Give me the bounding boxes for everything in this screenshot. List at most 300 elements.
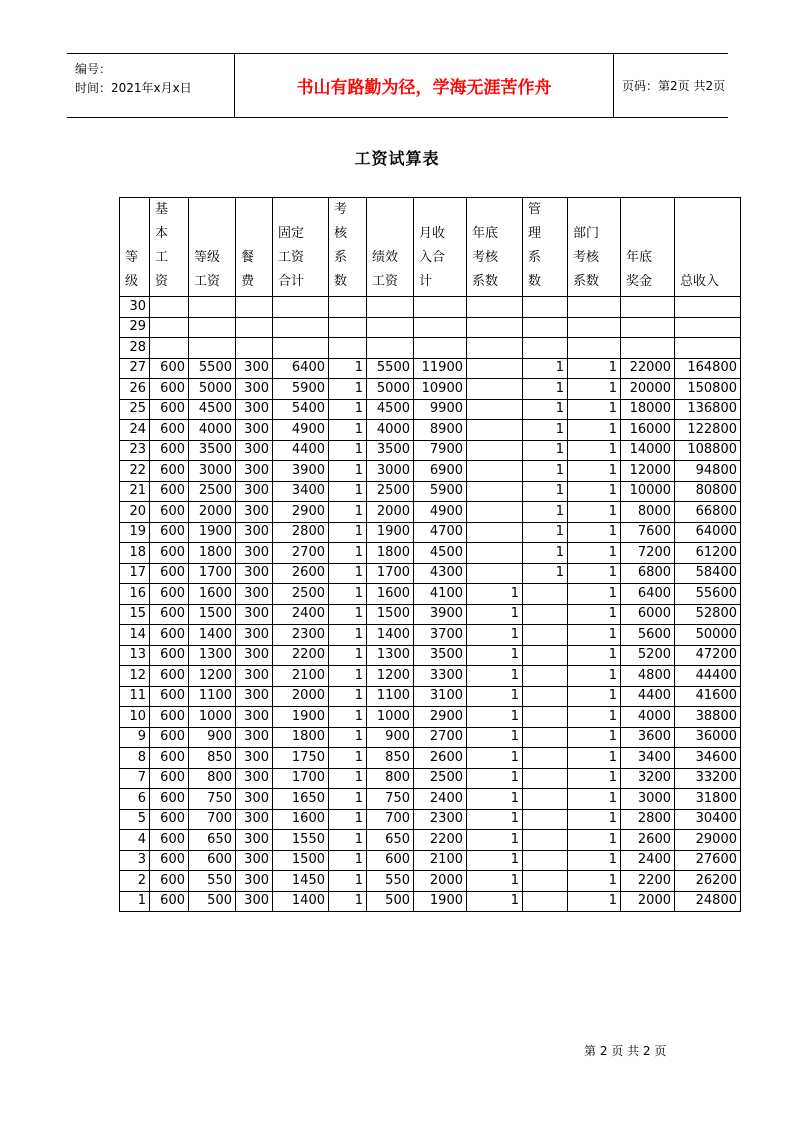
table-cell: 1 — [568, 604, 621, 625]
table-cell: 2900 — [414, 707, 467, 728]
table-cell: 58400 — [675, 563, 741, 584]
table-cell: 3900 — [273, 461, 329, 482]
table-cell: 2500 — [273, 584, 329, 605]
grade-cell: 2 — [120, 871, 150, 892]
grade-cell: 9 — [120, 727, 150, 748]
table-cell: 1 — [467, 789, 523, 810]
table-cell: 1 — [329, 850, 367, 871]
table-cell — [523, 625, 568, 646]
table-cell: 3500 — [367, 440, 414, 461]
table-cell: 2800 — [621, 809, 675, 830]
table-cell: 2500 — [367, 481, 414, 502]
table-cell — [523, 830, 568, 851]
table-cell: 18000 — [621, 399, 675, 420]
table-row — [120, 891, 741, 912]
table-cell: 1 — [467, 850, 523, 871]
table-row — [120, 420, 741, 441]
table-cell: 600 — [150, 522, 189, 543]
table-cell: 1 — [329, 891, 367, 912]
table-cell — [414, 317, 467, 338]
table-cell: 600 — [150, 399, 189, 420]
code-label: 编号： — [75, 62, 112, 76]
table-cell — [568, 317, 621, 338]
table-cell: 3900 — [414, 604, 467, 625]
table-cell: 164800 — [675, 358, 741, 379]
grade-cell: 8 — [120, 748, 150, 769]
table-cell — [523, 768, 568, 789]
table-cell: 1 — [329, 666, 367, 687]
grade-cell: 23 — [120, 440, 150, 461]
table-cell — [414, 338, 467, 359]
table-cell — [523, 748, 568, 769]
table-cell: 1450 — [273, 871, 329, 892]
table-cell: 3200 — [621, 768, 675, 789]
table-cell: 300 — [236, 420, 273, 441]
table-cell: 24800 — [675, 891, 741, 912]
table-cell: 6400 — [273, 358, 329, 379]
table-cell: 1 — [568, 379, 621, 400]
table-cell: 1 — [329, 830, 367, 851]
table-cell: 1 — [568, 563, 621, 584]
table-cell: 1 — [329, 358, 367, 379]
table-cell: 1 — [467, 830, 523, 851]
table-cell — [329, 297, 367, 318]
grade-cell: 17 — [120, 563, 150, 584]
table-cell: 3400 — [273, 481, 329, 502]
table-cell: 500 — [367, 891, 414, 912]
table-row — [120, 584, 741, 605]
table-row — [120, 297, 741, 318]
table-row — [120, 338, 741, 359]
table-cell: 4400 — [273, 440, 329, 461]
table-cell: 1 — [329, 768, 367, 789]
grade-cell: 12 — [120, 666, 150, 687]
grade-cell: 5 — [120, 809, 150, 830]
table-cell: 1 — [329, 748, 367, 769]
table-cell: 1600 — [367, 584, 414, 605]
table-cell: 2400 — [273, 604, 329, 625]
table-row — [120, 768, 741, 789]
table-cell: 122800 — [675, 420, 741, 441]
table-cell: 4300 — [414, 563, 467, 584]
table-cell — [329, 317, 367, 338]
table-cell — [189, 297, 236, 318]
table-cell: 16000 — [621, 420, 675, 441]
table-cell — [523, 871, 568, 892]
table-cell: 1 — [467, 707, 523, 728]
table-cell — [467, 297, 523, 318]
table-cell: 300 — [236, 768, 273, 789]
table-cell: 1400 — [273, 891, 329, 912]
table-cell: 1 — [329, 809, 367, 830]
table-cell: 1 — [523, 461, 568, 482]
table-cell: 1900 — [273, 707, 329, 728]
table-cell — [189, 317, 236, 338]
table-cell: 3500 — [189, 440, 236, 461]
table-cell: 10900 — [414, 379, 467, 400]
table-cell: 800 — [189, 768, 236, 789]
table-cell: 700 — [367, 809, 414, 830]
column-header: 管 理 系 数 — [523, 198, 568, 297]
table-cell: 2400 — [621, 850, 675, 871]
table-row — [120, 481, 741, 502]
table-cell — [329, 338, 367, 359]
table-cell: 1 — [568, 768, 621, 789]
table-cell: 1 — [568, 789, 621, 810]
table-cell: 300 — [236, 871, 273, 892]
table-cell: 2600 — [414, 748, 467, 769]
table-cell: 750 — [189, 789, 236, 810]
table-cell: 5900 — [273, 379, 329, 400]
table-cell: 1500 — [273, 850, 329, 871]
table-cell: 600 — [150, 727, 189, 748]
grade-cell: 16 — [120, 584, 150, 605]
table-cell — [467, 522, 523, 543]
table-cell: 600 — [150, 871, 189, 892]
table-cell: 1550 — [273, 830, 329, 851]
table-cell — [675, 338, 741, 359]
table-cell: 31800 — [675, 789, 741, 810]
table-cell: 1 — [568, 809, 621, 830]
table-cell: 1 — [467, 871, 523, 892]
table-cell: 1 — [523, 481, 568, 502]
table-row — [120, 686, 741, 707]
table-cell — [367, 338, 414, 359]
table-row — [120, 604, 741, 625]
table-cell: 108800 — [675, 440, 741, 461]
table-cell: 300 — [236, 707, 273, 728]
table-cell: 2000 — [367, 502, 414, 523]
table-cell — [273, 338, 329, 359]
column-header: 总收入 — [675, 198, 741, 297]
table-cell: 1 — [329, 461, 367, 482]
table-cell — [467, 502, 523, 523]
table-cell: 1 — [523, 543, 568, 564]
table-cell: 1 — [329, 584, 367, 605]
table-cell: 3700 — [414, 625, 467, 646]
table-cell: 650 — [189, 830, 236, 851]
table-row — [120, 543, 741, 564]
table-cell: 1 — [568, 727, 621, 748]
table-row — [120, 871, 741, 892]
table-cell: 850 — [189, 748, 236, 769]
table-cell — [273, 297, 329, 318]
table-cell: 1 — [329, 440, 367, 461]
table-cell: 1100 — [367, 686, 414, 707]
table-cell: 2700 — [273, 543, 329, 564]
table-cell: 800 — [367, 768, 414, 789]
table-cell: 1 — [523, 563, 568, 584]
grade-cell: 3 — [120, 850, 150, 871]
table-cell: 8900 — [414, 420, 467, 441]
column-header: 等 级 — [120, 198, 150, 297]
table-cell: 61200 — [675, 543, 741, 564]
table-cell: 1 — [568, 461, 621, 482]
table-cell: 600 — [150, 809, 189, 830]
table-cell — [467, 440, 523, 461]
table-cell: 5400 — [273, 399, 329, 420]
table-cell: 7200 — [621, 543, 675, 564]
table-cell: 1 — [568, 625, 621, 646]
table-row — [120, 850, 741, 871]
table-cell: 600 — [150, 420, 189, 441]
grade-cell: 7 — [120, 768, 150, 789]
table-cell — [523, 707, 568, 728]
table-cell: 600 — [150, 440, 189, 461]
table-cell: 300 — [236, 789, 273, 810]
table-cell — [621, 297, 675, 318]
table-cell: 1 — [568, 502, 621, 523]
table-body — [120, 297, 741, 912]
table-row — [120, 563, 741, 584]
table-cell — [675, 317, 741, 338]
table-cell: 1 — [467, 748, 523, 769]
table-cell: 1 — [523, 522, 568, 543]
table-cell: 1 — [329, 502, 367, 523]
grade-cell: 21 — [120, 481, 150, 502]
table-row — [120, 317, 741, 338]
table-cell: 600 — [150, 604, 189, 625]
table-row — [120, 502, 741, 523]
table-cell: 1200 — [367, 666, 414, 687]
table-cell: 29000 — [675, 830, 741, 851]
table-cell: 4000 — [621, 707, 675, 728]
table-cell: 6800 — [621, 563, 675, 584]
table-cell: 8000 — [621, 502, 675, 523]
table-cell: 2500 — [189, 481, 236, 502]
table-cell: 1 — [467, 686, 523, 707]
table-cell: 4000 — [189, 420, 236, 441]
table-cell: 66800 — [675, 502, 741, 523]
table-cell — [467, 317, 523, 338]
table-cell: 2600 — [273, 563, 329, 584]
table-cell: 1 — [329, 604, 367, 625]
date-label: 时间：2021年x月x日 — [75, 81, 192, 95]
table-cell: 1700 — [367, 563, 414, 584]
grade-cell: 1 — [120, 891, 150, 912]
table-cell: 12000 — [621, 461, 675, 482]
table-cell: 1200 — [189, 666, 236, 687]
grade-cell: 19 — [120, 522, 150, 543]
table-cell — [467, 543, 523, 564]
table-cell: 4100 — [414, 584, 467, 605]
column-header: 月收 入合 计 — [414, 198, 467, 297]
table-row — [120, 748, 741, 769]
table-cell — [621, 338, 675, 359]
table-cell: 2000 — [621, 891, 675, 912]
table-cell: 94800 — [675, 461, 741, 482]
table-cell: 1000 — [367, 707, 414, 728]
table-cell: 20000 — [621, 379, 675, 400]
table-cell: 5600 — [621, 625, 675, 646]
table-cell: 3500 — [414, 645, 467, 666]
table-row — [120, 830, 741, 851]
table-cell: 2000 — [273, 686, 329, 707]
table-row — [120, 461, 741, 482]
table-cell: 1 — [467, 625, 523, 646]
table-cell: 4900 — [414, 502, 467, 523]
table-cell: 22000 — [621, 358, 675, 379]
table-header-row — [120, 198, 741, 297]
table-cell: 3100 — [414, 686, 467, 707]
table-cell — [150, 338, 189, 359]
column-header: 绩效 工资 — [367, 198, 414, 297]
table-cell: 1 — [523, 358, 568, 379]
table-cell: 300 — [236, 481, 273, 502]
table-cell: 300 — [236, 543, 273, 564]
table-cell — [523, 809, 568, 830]
column-header: 部门 考核 系数 — [568, 198, 621, 297]
table-cell: 1800 — [273, 727, 329, 748]
table-cell: 1 — [568, 584, 621, 605]
table-cell: 36000 — [675, 727, 741, 748]
table-cell: 600 — [367, 850, 414, 871]
table-cell — [467, 481, 523, 502]
table-cell: 1 — [568, 748, 621, 769]
table-cell: 300 — [236, 399, 273, 420]
table-cell — [467, 358, 523, 379]
table-cell: 600 — [150, 461, 189, 482]
table-cell: 2200 — [414, 830, 467, 851]
table-cell: 1600 — [273, 809, 329, 830]
table-cell: 64000 — [675, 522, 741, 543]
table-cell: 300 — [236, 666, 273, 687]
table-cell: 2200 — [273, 645, 329, 666]
table-cell: 1 — [329, 420, 367, 441]
table-cell: 3400 — [621, 748, 675, 769]
table-cell: 1300 — [367, 645, 414, 666]
table-cell: 1 — [329, 563, 367, 584]
table-cell: 1 — [568, 420, 621, 441]
table-cell: 5200 — [621, 645, 675, 666]
table-cell: 300 — [236, 358, 273, 379]
table-cell: 1500 — [189, 604, 236, 625]
grade-cell: 11 — [120, 686, 150, 707]
table-cell: 700 — [189, 809, 236, 830]
page-number-label: 页码：第2页 共2页 — [622, 79, 726, 93]
table-cell: 4400 — [621, 686, 675, 707]
table-cell: 38800 — [675, 707, 741, 728]
table-row — [120, 707, 741, 728]
grade-cell: 25 — [120, 399, 150, 420]
table-cell: 2400 — [414, 789, 467, 810]
table-cell: 41600 — [675, 686, 741, 707]
table-cell: 4900 — [273, 420, 329, 441]
table-cell: 1 — [329, 522, 367, 543]
table-cell: 1 — [329, 379, 367, 400]
table-cell: 1 — [568, 686, 621, 707]
table-cell: 600 — [150, 563, 189, 584]
table-cell: 1 — [467, 604, 523, 625]
table-cell — [236, 338, 273, 359]
table-cell — [568, 338, 621, 359]
grade-cell: 15 — [120, 604, 150, 625]
table-cell: 600 — [150, 502, 189, 523]
table-cell: 600 — [150, 768, 189, 789]
table-cell: 1 — [568, 543, 621, 564]
table-cell: 1 — [329, 543, 367, 564]
header-slogan-cell — [235, 54, 614, 117]
table-cell — [523, 891, 568, 912]
table-cell: 3000 — [621, 789, 675, 810]
table-cell: 9900 — [414, 399, 467, 420]
table-cell — [367, 317, 414, 338]
table-cell: 4000 — [367, 420, 414, 441]
grade-cell: 20 — [120, 502, 150, 523]
table-cell: 600 — [150, 481, 189, 502]
table-cell: 300 — [236, 830, 273, 851]
table-cell: 52800 — [675, 604, 741, 625]
table-cell: 900 — [367, 727, 414, 748]
table-cell — [523, 727, 568, 748]
table-cell: 6900 — [414, 461, 467, 482]
header-meta — [67, 54, 235, 117]
table-cell: 600 — [150, 358, 189, 379]
table-cell: 300 — [236, 809, 273, 830]
table-cell: 4500 — [414, 543, 467, 564]
table-cell: 1 — [329, 727, 367, 748]
table-cell: 600 — [150, 584, 189, 605]
table-row — [120, 399, 741, 420]
table-cell: 550 — [367, 871, 414, 892]
table-cell: 650 — [367, 830, 414, 851]
table-cell — [467, 420, 523, 441]
table-cell: 1 — [329, 686, 367, 707]
table-cell — [150, 317, 189, 338]
table-cell: 1400 — [367, 625, 414, 646]
column-header: 年底 奖金 — [621, 198, 675, 297]
table-cell: 300 — [236, 563, 273, 584]
table-cell: 850 — [367, 748, 414, 769]
table-cell: 750 — [367, 789, 414, 810]
table-cell: 1 — [467, 809, 523, 830]
table-cell: 1 — [568, 666, 621, 687]
table-cell: 3300 — [414, 666, 467, 687]
table-cell — [414, 297, 467, 318]
table-cell: 600 — [150, 830, 189, 851]
grade-cell: 18 — [120, 543, 150, 564]
table-cell: 300 — [236, 522, 273, 543]
grade-cell: 22 — [120, 461, 150, 482]
table-cell: 300 — [236, 379, 273, 400]
table-row — [120, 625, 741, 646]
column-header: 基 本 工 资 — [150, 198, 189, 297]
table-cell: 300 — [236, 584, 273, 605]
table-cell: 2100 — [273, 666, 329, 687]
table-cell — [523, 604, 568, 625]
table-cell: 3000 — [367, 461, 414, 482]
table-cell: 600 — [150, 850, 189, 871]
page-header — [67, 53, 728, 118]
table-cell: 50000 — [675, 625, 741, 646]
table-cell — [523, 297, 568, 318]
table-cell: 30400 — [675, 809, 741, 830]
table-cell: 1600 — [189, 584, 236, 605]
table-cell: 2800 — [273, 522, 329, 543]
table-cell — [273, 317, 329, 338]
table-cell: 1300 — [189, 645, 236, 666]
table-cell: 2700 — [414, 727, 467, 748]
table-cell: 44400 — [675, 666, 741, 687]
table-cell — [367, 297, 414, 318]
table-row — [120, 789, 741, 810]
table-cell: 1 — [467, 645, 523, 666]
table-cell: 14000 — [621, 440, 675, 461]
table-cell: 1 — [568, 481, 621, 502]
table-cell: 500 — [189, 891, 236, 912]
table-cell: 1 — [329, 625, 367, 646]
salary-table — [119, 197, 741, 912]
